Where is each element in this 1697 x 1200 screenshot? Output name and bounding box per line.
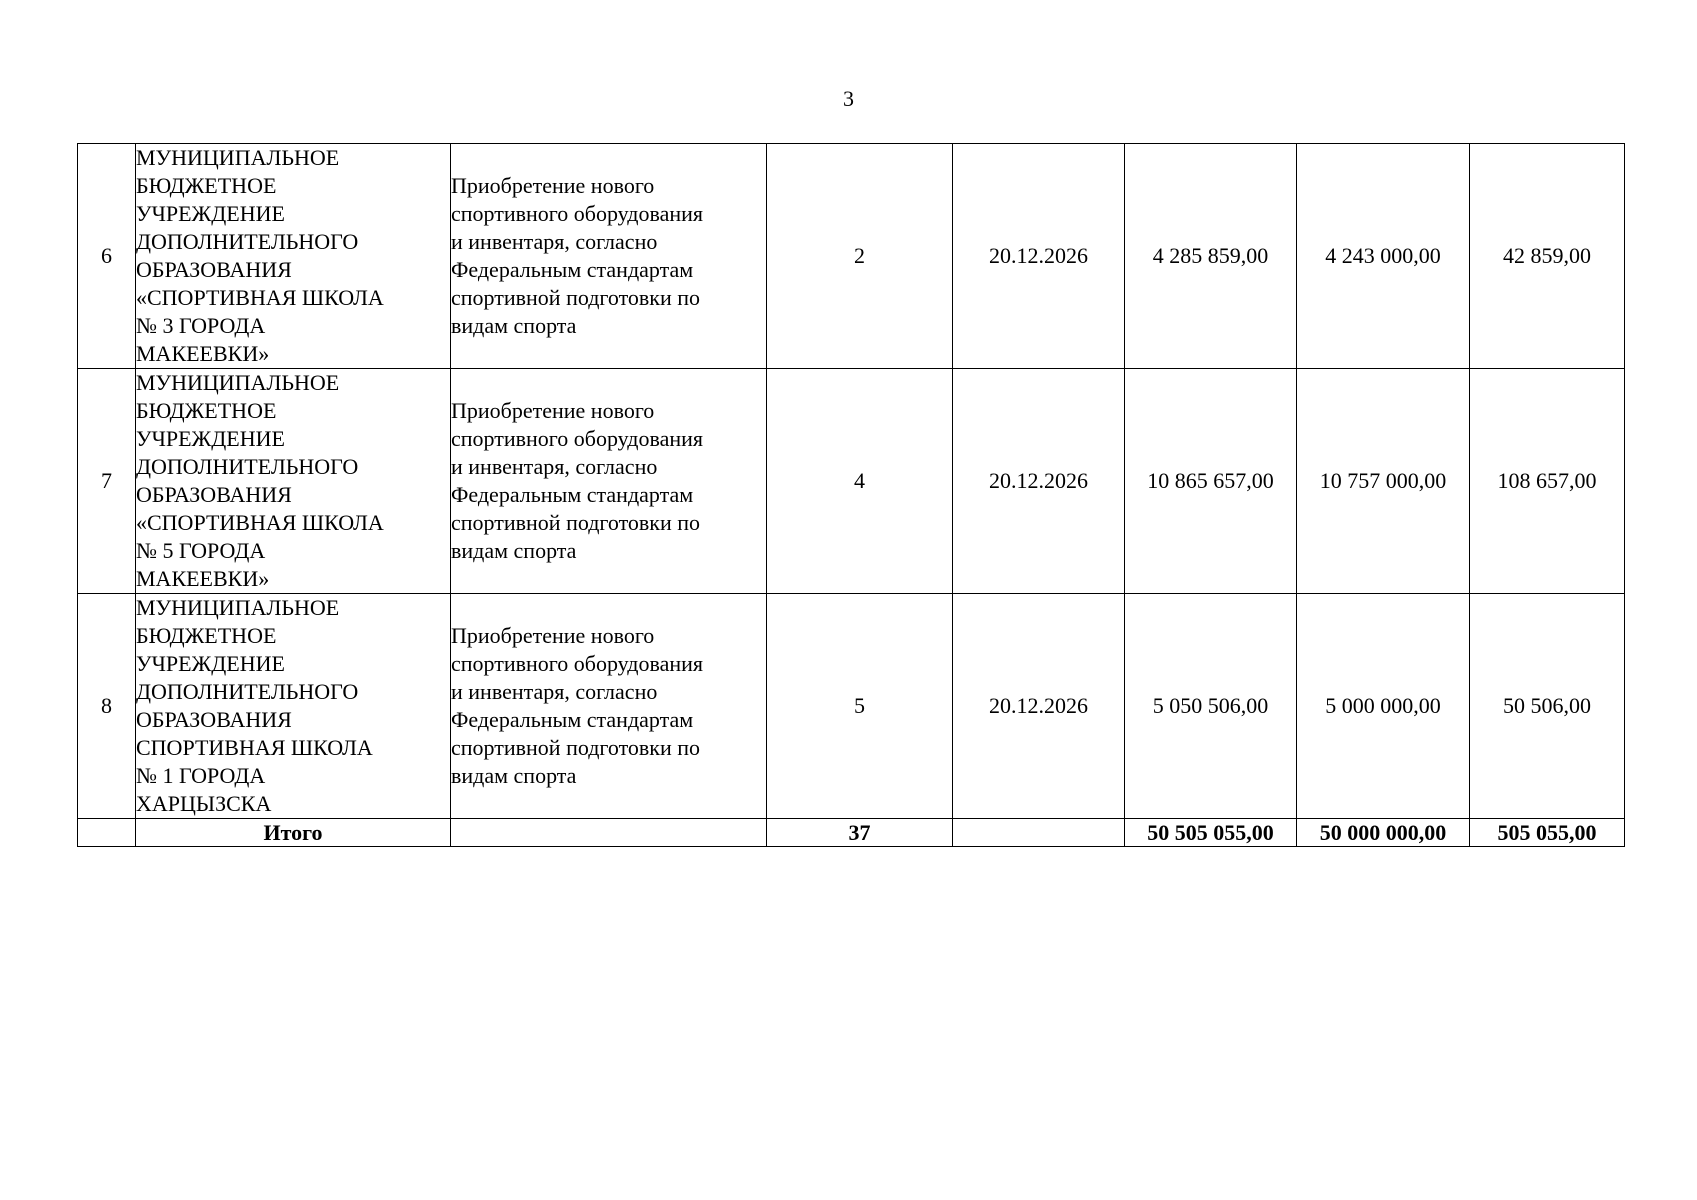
organization-line: БЮДЖЕТНОЕ: [136, 173, 277, 198]
total-amount-cell: 10 865 657,00: [1125, 369, 1297, 594]
subsidy-table: [77, 143, 1625, 847]
date-cell: 20.12.2026: [953, 144, 1125, 369]
organization-line: УЧРЕЖДЕНИЕ: [136, 201, 285, 226]
date-cell: 20.12.2026: [953, 594, 1125, 819]
organization-name: [136, 369, 451, 594]
total-row: [78, 819, 1625, 847]
purpose-description: [451, 369, 767, 594]
federal-amount-cell: 10 757 000,00: [1297, 369, 1470, 594]
organization-line: МАКЕЕВКИ»: [136, 341, 270, 366]
total-label: Итого: [136, 819, 451, 847]
grand-local-amount: 505 055,00: [1470, 819, 1625, 847]
organization-line: № 5 ГОРОДА: [136, 538, 266, 563]
total-empty-cell: [451, 819, 767, 847]
purpose-line: и инвентаря, согласно: [451, 229, 658, 254]
organization-line: БЮДЖЕТНОЕ: [136, 623, 277, 648]
purpose-line: спортивной подготовки по: [451, 510, 701, 535]
total-quantity: 37: [767, 819, 953, 847]
row-number: 8: [78, 594, 136, 819]
organization-line: БЮДЖЕТНОЕ: [136, 398, 277, 423]
organization-line: ОБРАЗОВАНИЯ: [136, 482, 292, 507]
organization-line: ДОПОЛНИТЕЛЬНОГО: [136, 679, 359, 704]
purpose-line: спортивной подготовки по: [451, 285, 701, 310]
purpose-line: и инвентаря, согласно: [451, 454, 658, 479]
purpose-line: Федеральным стандартам: [451, 482, 694, 507]
organization-name: [136, 594, 451, 819]
organization-line: ОБРАЗОВАНИЯ: [136, 707, 292, 732]
row-number: 6: [78, 144, 136, 369]
purpose-description: [451, 594, 767, 819]
purpose-line: видам спорта: [451, 763, 577, 788]
purpose-line: видам спорта: [451, 313, 577, 338]
organization-line: УЧРЕЖДЕНИЕ: [136, 651, 285, 676]
organization-line: «СПОРТИВНАЯ ШКОЛА: [136, 510, 384, 535]
organization-line: УЧРЕЖДЕНИЕ: [136, 426, 285, 451]
row-number: 7: [78, 369, 136, 594]
quantity-cell: 5: [767, 594, 953, 819]
total-amount-cell: 5 050 506,00: [1125, 594, 1297, 819]
purpose-line: видам спорта: [451, 538, 577, 563]
total-empty-cell: [78, 819, 136, 847]
organization-line: № 3 ГОРОДА: [136, 313, 266, 338]
quantity-cell: 4: [767, 369, 953, 594]
organization-line: ОБРАЗОВАНИЯ: [136, 257, 292, 282]
local-amount-cell: 108 657,00: [1470, 369, 1625, 594]
purpose-line: и инвентаря, согласно: [451, 679, 658, 704]
organization-line: МАКЕЕВКИ»: [136, 566, 270, 591]
grand-total-amount: 50 505 055,00: [1125, 819, 1297, 847]
table-row: [78, 594, 1625, 819]
federal-amount-cell: 5 000 000,00: [1297, 594, 1470, 819]
organization-line: СПОРТИВНАЯ ШКОЛА: [136, 735, 373, 760]
organization-line: МУНИЦИПАЛЬНОЕ: [136, 595, 340, 620]
organization-line: МУНИЦИПАЛЬНОЕ: [136, 145, 340, 170]
table-row: [78, 369, 1625, 594]
page-number: 3: [843, 86, 854, 111]
organization-line: ХАРЦЫЗСКА: [136, 791, 272, 816]
organization-line: «СПОРТИВНАЯ ШКОЛА: [136, 285, 384, 310]
purpose-line: Федеральным стандартам: [451, 257, 694, 282]
organization-line: МУНИЦИПАЛЬНОЕ: [136, 370, 340, 395]
local-amount-cell: 42 859,00: [1470, 144, 1625, 369]
quantity-cell: 2: [767, 144, 953, 369]
purpose-description: [451, 144, 767, 369]
organization-name: [136, 144, 451, 369]
purpose-line: Федеральным стандартам: [451, 707, 694, 732]
table-row: [78, 144, 1625, 369]
total-empty-cell: [953, 819, 1125, 847]
purpose-line: Приобретение нового: [451, 398, 655, 423]
total-amount-cell: 4 285 859,00: [1125, 144, 1297, 369]
organization-line: № 1 ГОРОДА: [136, 763, 266, 788]
local-amount-cell: 50 506,00: [1470, 594, 1625, 819]
purpose-line: спортивного оборудования: [451, 426, 704, 451]
purpose-line: спортивной подготовки по: [451, 735, 701, 760]
federal-amount-cell: 4 243 000,00: [1297, 144, 1470, 369]
purpose-line: Приобретение нового: [451, 623, 655, 648]
purpose-line: Приобретение нового: [451, 173, 655, 198]
date-cell: 20.12.2026: [953, 369, 1125, 594]
organization-line: ДОПОЛНИТЕЛЬНОГО: [136, 454, 359, 479]
purpose-line: спортивного оборудования: [451, 201, 704, 226]
purpose-line: спортивного оборудования: [451, 651, 704, 676]
grand-federal-amount: 50 000 000,00: [1297, 819, 1470, 847]
organization-line: ДОПОЛНИТЕЛЬНОГО: [136, 229, 359, 254]
